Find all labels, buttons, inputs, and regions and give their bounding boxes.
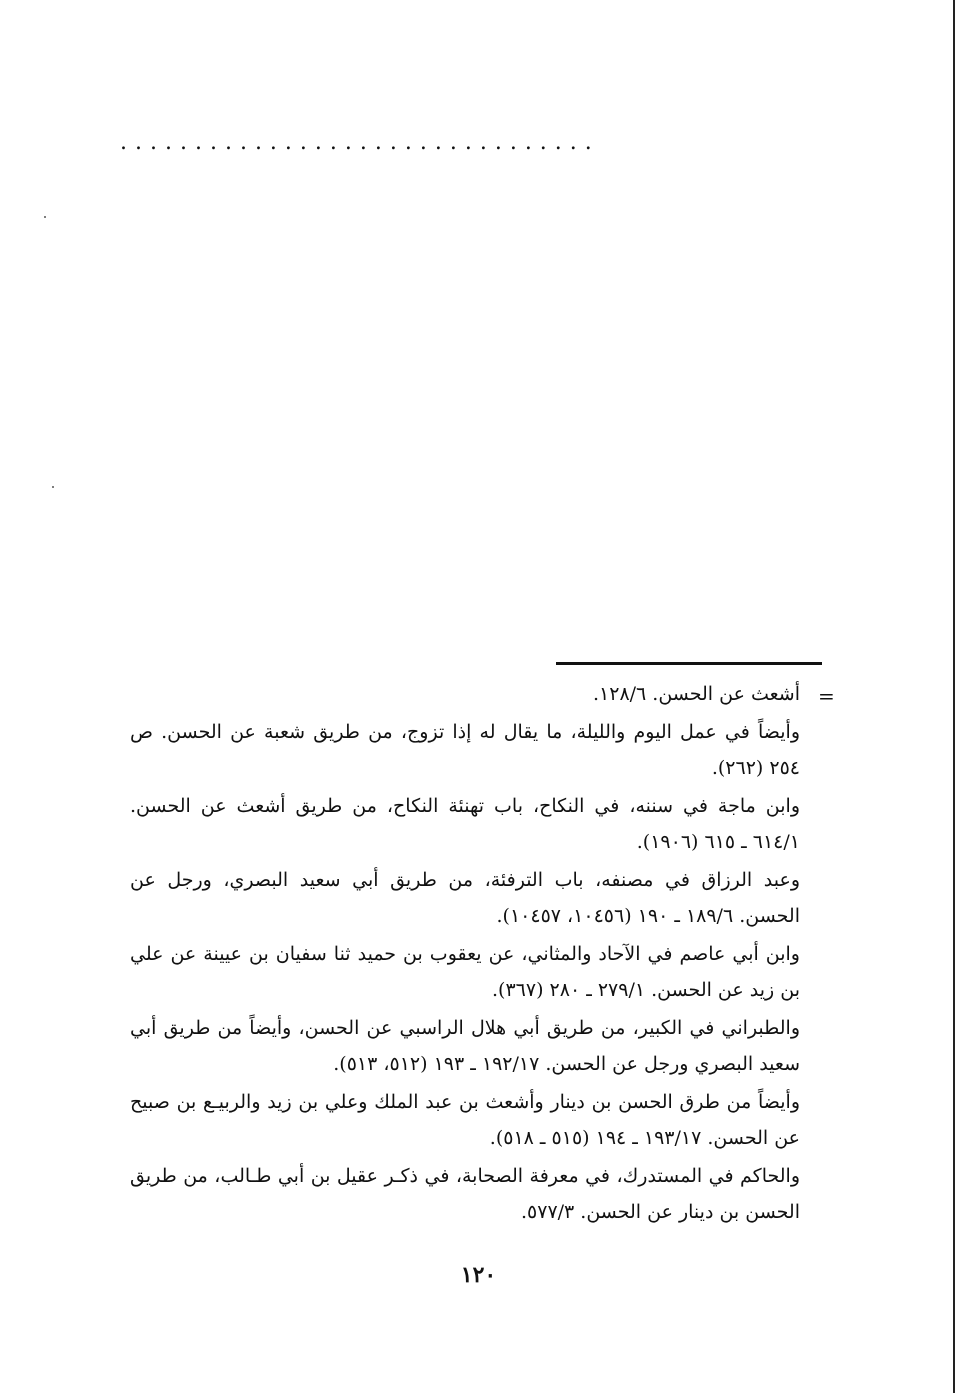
- footnotes-block: [130, 676, 800, 1232]
- footnote-paragraph: والطبراني في الكبير، من طريق أبي هلال الراسبي عن الحسن، وأيضاً من طريق أبي سعيد البصري ورجل عن الحسن. ١٩٢/١٧ ـ ١٩٣ (٥١٢، ٥١٣).: [130, 1017, 800, 1075]
- footnote-paragraph: وأيضاً في عمل اليوم والليلة، ما يقال له إذا تزوج، من طريق شعبة عن الحسن. ص ٢٥٤ (٢٦٢).: [130, 721, 800, 779]
- dotted-separator: ................................: [120, 130, 600, 155]
- continuation-mark: =: [818, 684, 835, 708]
- footnote-separator-line: [556, 662, 822, 665]
- page-edge-line: [953, 0, 955, 1393]
- footnote-paragraph: وأيضاً من طرق الحسن بن دينار وأشعث بن عبد الملك وعلي بن زيد والربيـع بن صبيح عن الحسن. ١٩٣/١٧ ـ ١٩٤ (٥١٥ ـ ٥١٨).: [130, 1091, 800, 1149]
- footnote-paragraph: وابن ماجة في سننه، في النكاح، باب تهنئة النكاح، من طريق أشعث عن الحسن. ٦١٤/١ ـ ٦١٥ (١٩٠٦).: [130, 795, 800, 853]
- footnote-paragraph: وابن أبي عاصم في الآحاد والمثاني، عن يعقوب بن حميد ثنا سفيان بن عيينة عن علي بن زيد عن الحسن. ٢٧٩/١ ـ ٢٨٠ (٣٦٧).: [130, 943, 800, 1001]
- page-number: ١٢٠: [460, 1262, 497, 1288]
- footnote-paragraph: وعبد الرزاق في مصنفه، باب الترفئة، من طريق أبي سعيد البصري، ورجل عن الحسن. ١٨٩/٦ ـ ١٩٠ (١٠٤٥٦، ١٠٤٥٧).: [130, 869, 800, 927]
- footnote-paragraph: أشعث عن الحسن. ١٢٨/٦.: [592, 683, 800, 705]
- footnote-paragraph: والحاكم في المستدرك، في معرفة الصحابة، في ذكـر عقيل بن أبي طـالب، من طريق الحسن بن دينار عن الحسن. ٥٧٧/٣.: [130, 1165, 800, 1223]
